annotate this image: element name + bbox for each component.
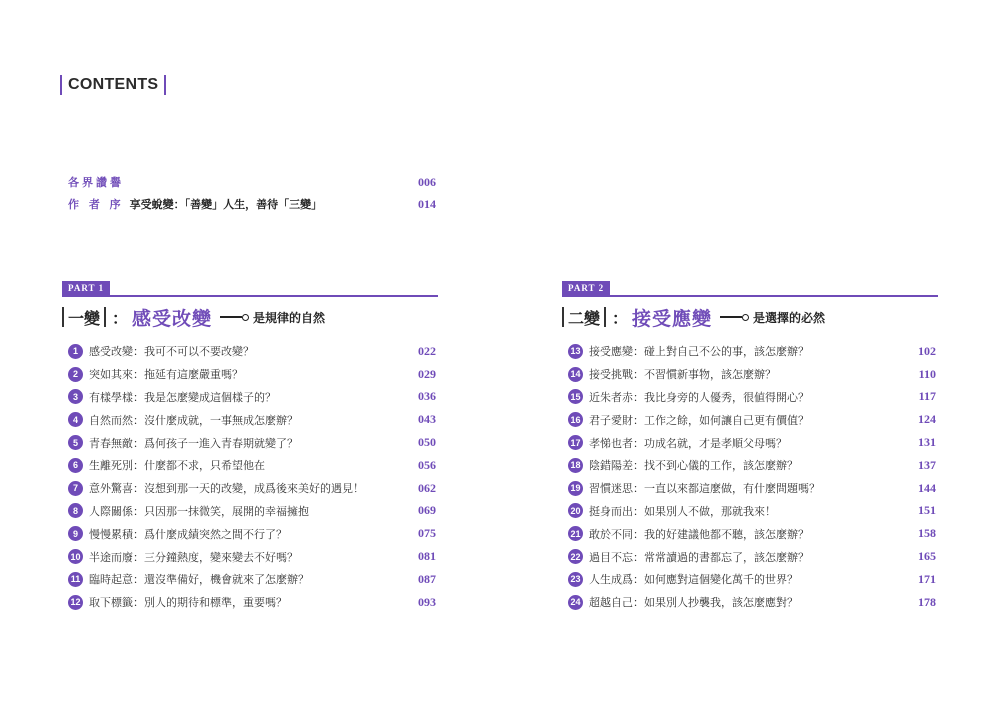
toc-item[interactable]: [568, 454, 936, 477]
toc-item[interactable]: [68, 408, 436, 431]
page-number: 050: [418, 435, 436, 450]
chapter-number-badge: 11: [68, 572, 83, 587]
toc-item[interactable]: [68, 363, 436, 386]
front-page: 014: [418, 196, 436, 211]
colon: ：: [112, 308, 129, 328]
arrow-icon: [220, 314, 249, 321]
part-rule: [562, 295, 938, 297]
chapter-number-badge: 9: [68, 526, 83, 541]
part-heading: [62, 306, 438, 328]
toc-item[interactable]: [68, 340, 436, 363]
front-page: 006: [418, 174, 436, 189]
chapter-number-badge: 1: [68, 344, 83, 359]
toc-item[interactable]: [568, 340, 936, 363]
toc-item[interactable]: [68, 386, 436, 409]
page-number: 056: [418, 457, 436, 472]
bar: [604, 307, 606, 327]
page-number: 144: [918, 480, 936, 495]
toc-item[interactable]: [568, 363, 936, 386]
toc-item[interactable]: [68, 522, 436, 545]
chapter-number-badge: 5: [68, 435, 83, 450]
right-bar: [164, 75, 166, 95]
chapter-title: 陰錯陽差：找不到心儀的工作，該怎麼辦？: [589, 459, 798, 473]
chapter-title: 青春無敵：爲何孩子一進入青春期就變了？: [89, 436, 298, 450]
page-number: 062: [418, 480, 436, 495]
toc-item[interactable]: [568, 568, 936, 591]
chapter-number-badge: 16: [568, 412, 583, 427]
page-number: 102: [918, 343, 936, 358]
chapter-title: 孝悌也者：功成名就，才是孝順父母嗎？: [589, 436, 787, 450]
part-word: 一變: [68, 308, 101, 328]
chapter-number-badge: 15: [568, 389, 583, 404]
page-number: 036: [418, 389, 436, 404]
page-number: 022: [418, 343, 436, 358]
page-number: 087: [418, 571, 436, 586]
page-number: 137: [918, 457, 936, 472]
toc-item[interactable]: [68, 454, 436, 477]
front-row-preface[interactable]: [68, 196, 436, 212]
front-row-praise[interactable]: [68, 174, 436, 190]
part-heading: [562, 306, 938, 328]
bar: [62, 307, 64, 327]
page-number: 165: [918, 549, 936, 564]
toc-item[interactable]: [568, 500, 936, 523]
page-number: 151: [918, 503, 936, 518]
front-label: 作 者 序: [68, 198, 124, 211]
front-label: 各界讚譽: [68, 176, 124, 189]
toc-item[interactable]: [68, 591, 436, 614]
chapter-title: 接受應變：碰上對自己不公的事，該怎麼辦？: [589, 345, 809, 359]
page-number: 158: [918, 526, 936, 541]
chapter-number-badge: 4: [68, 412, 83, 427]
toc-item[interactable]: [568, 477, 936, 500]
chapter-title: 超越自己：如果別人抄襲我，該怎麼應對？: [589, 596, 798, 610]
chapter-number-badge: 10: [68, 549, 83, 564]
left-bar: [60, 75, 62, 95]
toc-item[interactable]: [68, 568, 436, 591]
chapter-title: 過目不忘：常常讀過的書都忘了，該怎麼辦？: [589, 550, 809, 564]
part-tab: PART 2: [562, 281, 610, 295]
page-number: 171: [918, 571, 936, 586]
chapter-number-badge: 12: [68, 595, 83, 610]
toc-item[interactable]: [568, 431, 936, 454]
part-title: 感受改變: [132, 307, 213, 330]
part-2-header: [562, 276, 938, 328]
toc-item[interactable]: [68, 545, 436, 568]
toc-item[interactable]: [568, 522, 936, 545]
chapter-title: 挺身而出：如果別人不做，那就我來！: [589, 504, 776, 518]
page-number: 081: [418, 549, 436, 564]
contents-title: CONTENTS: [68, 76, 159, 93]
part-rule: [62, 295, 438, 297]
page-number: 075: [418, 526, 436, 541]
chapter-number-badge: 14: [568, 367, 583, 382]
page-number: 110: [918, 366, 936, 381]
front-title: 享受蛻變：「善變」人生，善待「三變」: [129, 198, 323, 211]
chapter-number-badge: 18: [568, 458, 583, 473]
chapter-title: 習慣迷思：一直以來都這麼做，有什麼問題嗎？: [589, 482, 820, 496]
toc-item[interactable]: [68, 500, 436, 523]
chapter-number-badge: 6: [68, 458, 83, 473]
chapter-title: 突如其來：拖延有這麼嚴重嗎？: [89, 368, 243, 382]
part-subtitle: 是選擇的必然: [753, 310, 826, 325]
chapter-number-badge: 13: [568, 344, 583, 359]
chapter-title: 慢慢累積：爲什麼成績突然之間不行了？: [89, 527, 287, 541]
page-number: 117: [918, 389, 936, 404]
bar: [562, 307, 564, 327]
chapter-number-badge: 3: [68, 389, 83, 404]
toc-item[interactable]: [68, 431, 436, 454]
part-word: 二變: [568, 308, 601, 328]
part-1-header: [62, 276, 438, 328]
chapter-number-badge: 19: [568, 481, 583, 496]
chapter-title: 取下標籤：別人的期待和標準，重要嗎？: [89, 596, 287, 610]
page-number: 131: [918, 435, 936, 450]
chapter-title: 君子愛財：工作之餘，如何讓自己更有價值？: [589, 413, 809, 427]
page-number: 043: [418, 412, 436, 427]
chapter-number-badge: 2: [68, 367, 83, 382]
page-number: 124: [918, 412, 936, 427]
chapter-number-badge: 8: [68, 503, 83, 518]
toc-item[interactable]: [568, 591, 936, 614]
chapter-title: 人生成爲：如何應對這個變化萬千的世界？: [589, 573, 798, 587]
page-number: 178: [918, 594, 936, 609]
bar: [104, 307, 106, 327]
chapter-title: 自然而然：沒什麼成就，一事無成怎麼辦？: [89, 413, 298, 427]
contents-heading: [60, 74, 166, 96]
chapter-title: 意外驚喜：沒想到那一天的改變，成爲後來美好的遇見！: [89, 482, 364, 496]
chapter-title: 感受改變：我可不可以不要改變？: [89, 345, 254, 359]
part-subtitle: 是規律的自然: [253, 310, 326, 325]
chapter-number-badge: 20: [568, 503, 583, 518]
chapter-title: 近朱者赤：我比身旁的人優秀，很値得開心？: [589, 390, 809, 404]
chapter-title: 半途而廢：三分鐘熱度，變來變去不好嗎？: [89, 550, 298, 564]
chapter-number-badge: 24: [568, 595, 583, 610]
toc-item[interactable]: [568, 386, 936, 409]
chapter-number-badge: 22: [568, 549, 583, 564]
chapter-number-badge: 21: [568, 526, 583, 541]
chapter-number-badge: 17: [568, 435, 583, 450]
arrow-icon: [720, 314, 749, 321]
part-title: 接受應變: [632, 307, 713, 330]
chapter-number-badge: 23: [568, 572, 583, 587]
chapter-title: 臨時起意：還沒準備好，機會就來了怎麼辦？: [89, 573, 309, 587]
chapter-title: 人際關係：只因那一抹微笑，展開的幸福擁抱: [89, 504, 309, 518]
toc-item[interactable]: [568, 545, 936, 568]
colon: ：: [612, 308, 629, 328]
part-1-list: [68, 340, 436, 614]
page-number: 029: [418, 366, 436, 381]
page-number: 093: [418, 594, 436, 609]
toc-item[interactable]: [568, 408, 936, 431]
chapter-number-badge: 7: [68, 481, 83, 496]
page-number: 069: [418, 503, 436, 518]
part-tab: PART 1: [62, 281, 110, 295]
chapter-title: 接受挑戰：不習慣新事物，該怎麼辦？: [589, 368, 776, 382]
chapter-title: 生離死別：什麼都不求，只希望他在: [89, 459, 265, 473]
part-2-list: [568, 340, 936, 614]
chapter-title: 有樣學樣：我是怎麼變成這個樣子的？: [89, 390, 276, 404]
toc-item[interactable]: [68, 477, 436, 500]
chapter-title: 敢於不同：我的好建議他都不聽，該怎麼辦？: [589, 527, 809, 541]
